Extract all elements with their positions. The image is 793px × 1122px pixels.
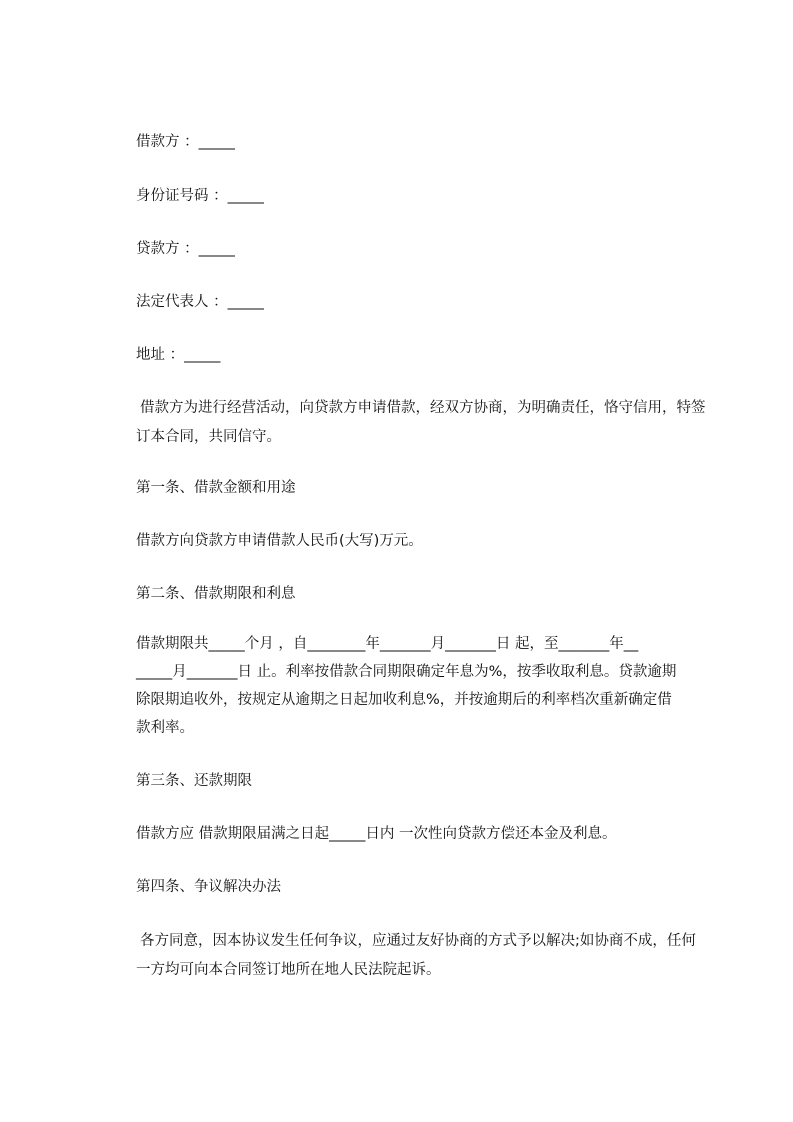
article-1-title: 第一条、借款金额和用途 xyxy=(136,480,296,496)
article-1-body: 借款方向贷款方申请借款人民币(大写)万元。 xyxy=(136,533,423,549)
article-4-body: 各方同意，因本协议发生任何争议，应通过友好协商的方式予以解决;如协商不成，任何一方均可向本合同签订地所在地人民法院起诉。 xyxy=(136,933,696,978)
borrower-line: 借款方 ：_____ xyxy=(136,134,235,150)
article-2-body-line-1: 借款期限共_____个月 ，自________年_______月_______日 起，至_______年__ xyxy=(136,636,639,652)
address-line: 地址 ：_____ xyxy=(136,347,221,363)
article-3-title: 第三条、还款期限 xyxy=(136,773,252,789)
legal-representative-line: 法定代表人 ：_____ xyxy=(136,294,264,310)
article-2-title: 第二条、借款期限和利息 xyxy=(136,586,296,602)
article-2-body-line-4: 款利率。 xyxy=(136,720,194,736)
article-2-body-line-2: _____月_______日 止。利率按借款合同期限确定年息为%，按季收取利息。贷款逾期 xyxy=(136,664,677,680)
article-4-title: 第四条、争议解决办法 xyxy=(136,879,281,895)
article-3-body: 借款方应 借款期限届满之日起_____日内 一次性向贷款方偿还本金及利息。 xyxy=(136,826,617,842)
id-number-line: 身份证号码 ：_____ xyxy=(136,188,264,204)
intro-paragraph: 借款方为进行经营活动，向贷款方申请借款，经双方协商，为明确责任，恪守信用，特签订本合同，共同信守。 xyxy=(136,400,706,445)
article-2-body-line-3: 除限期追收外，按规定从逾期之日起加收利息%，并按逾期后的利率档次重新确定借 xyxy=(136,692,672,708)
lender-line: 贷款方 ：_____ xyxy=(136,241,235,257)
